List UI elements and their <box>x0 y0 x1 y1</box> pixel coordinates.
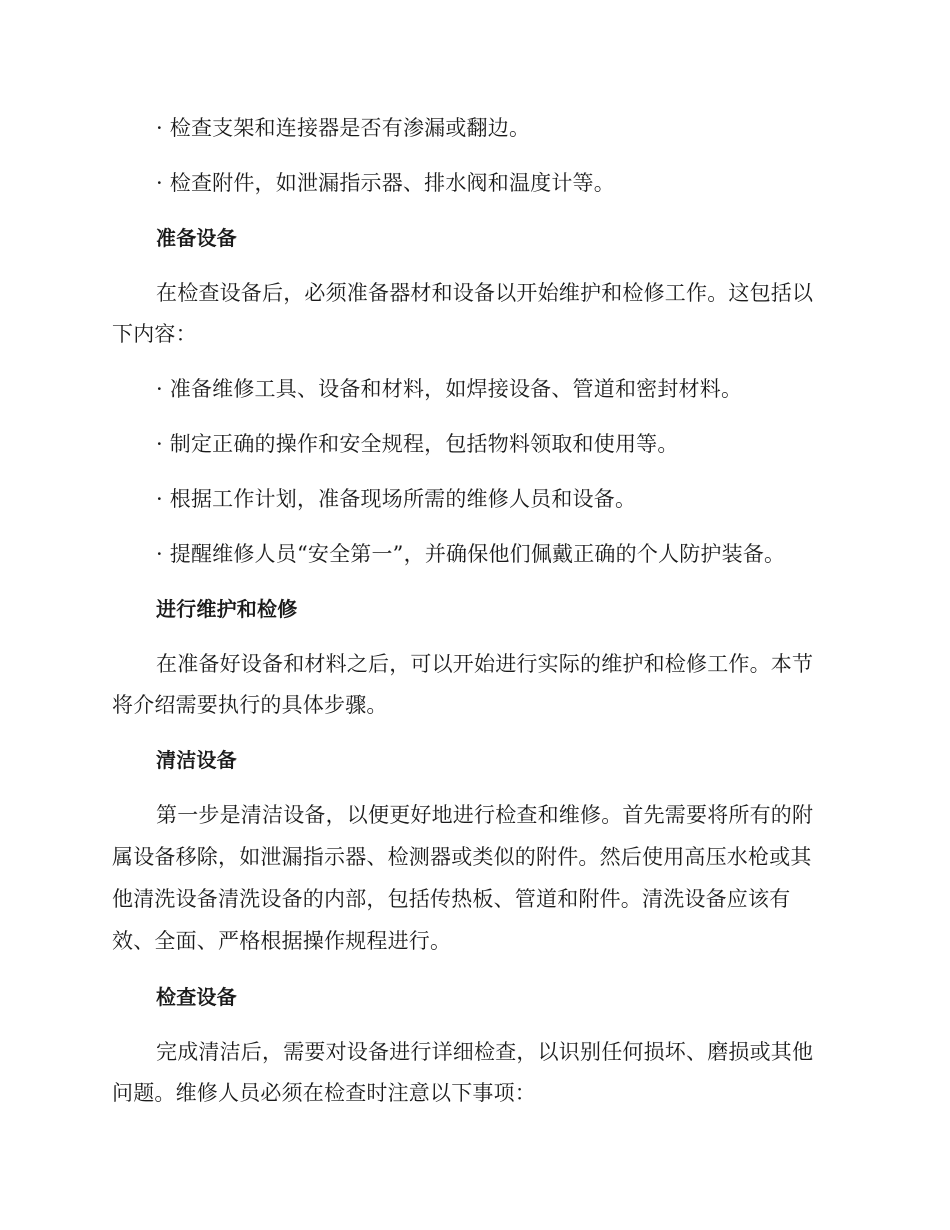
paragraph-line: 属设备移除，如泄漏指示器、检测器或类似的附件。然后使用高压水枪或其 <box>112 845 812 869</box>
bullet-item: · 准备维修工具、设备和材料，如焊接设备、管道和密封材料。 <box>156 377 743 401</box>
section-heading: 检查设备 <box>156 985 237 1009</box>
paragraph-line: 效、全面、严格根据操作规程进行。 <box>112 929 452 953</box>
section-heading: 准备设备 <box>156 226 237 250</box>
paragraph-line: 在检查设备后，必须准备器材和设备以开始维护和检修工作。这包括以 <box>156 281 814 305</box>
bullet-item: · 检查支架和连接器是否有渗漏或翻边。 <box>156 116 531 140</box>
paragraph-line: 他清洗设备清洗设备的内部，包括传热板、管道和附件。清洗设备应该有 <box>112 887 791 911</box>
section-heading: 进行维护和检修 <box>156 597 298 621</box>
bullet-item: · 制定正确的操作和安全规程，包括物料领取和使用等。 <box>156 432 679 456</box>
paragraph-line: 第一步是清洁设备，以便更好地进行检查和维修。首先需要将所有的附 <box>156 803 814 827</box>
paragraph-line: 将介绍需要执行的具体步骤。 <box>112 693 388 717</box>
section-heading: 清洁设备 <box>156 748 237 772</box>
paragraph-line: 下内容： <box>112 322 197 346</box>
bullet-item: · 根据工作计划，准备现场所需的维修人员和设备。 <box>156 487 637 511</box>
bullet-item: · 检查附件，如泄漏指示器、排水阀和温度计等。 <box>156 171 615 195</box>
paragraph-line: 在准备好设备和材料之后，可以开始进行实际的维护和检修工作。本节 <box>156 652 814 676</box>
paragraph-line: 完成清洁后，需要对设备进行详细检查，以识别任何损坏、磨损或其他 <box>156 1040 814 1064</box>
paragraph-line: 问题。维修人员必须在检查时注意以下事项： <box>112 1081 536 1105</box>
bullet-item: · 提醒维修人员“安全第一”，并确保他们佩戴正确的个人防护装备。 <box>156 542 786 566</box>
